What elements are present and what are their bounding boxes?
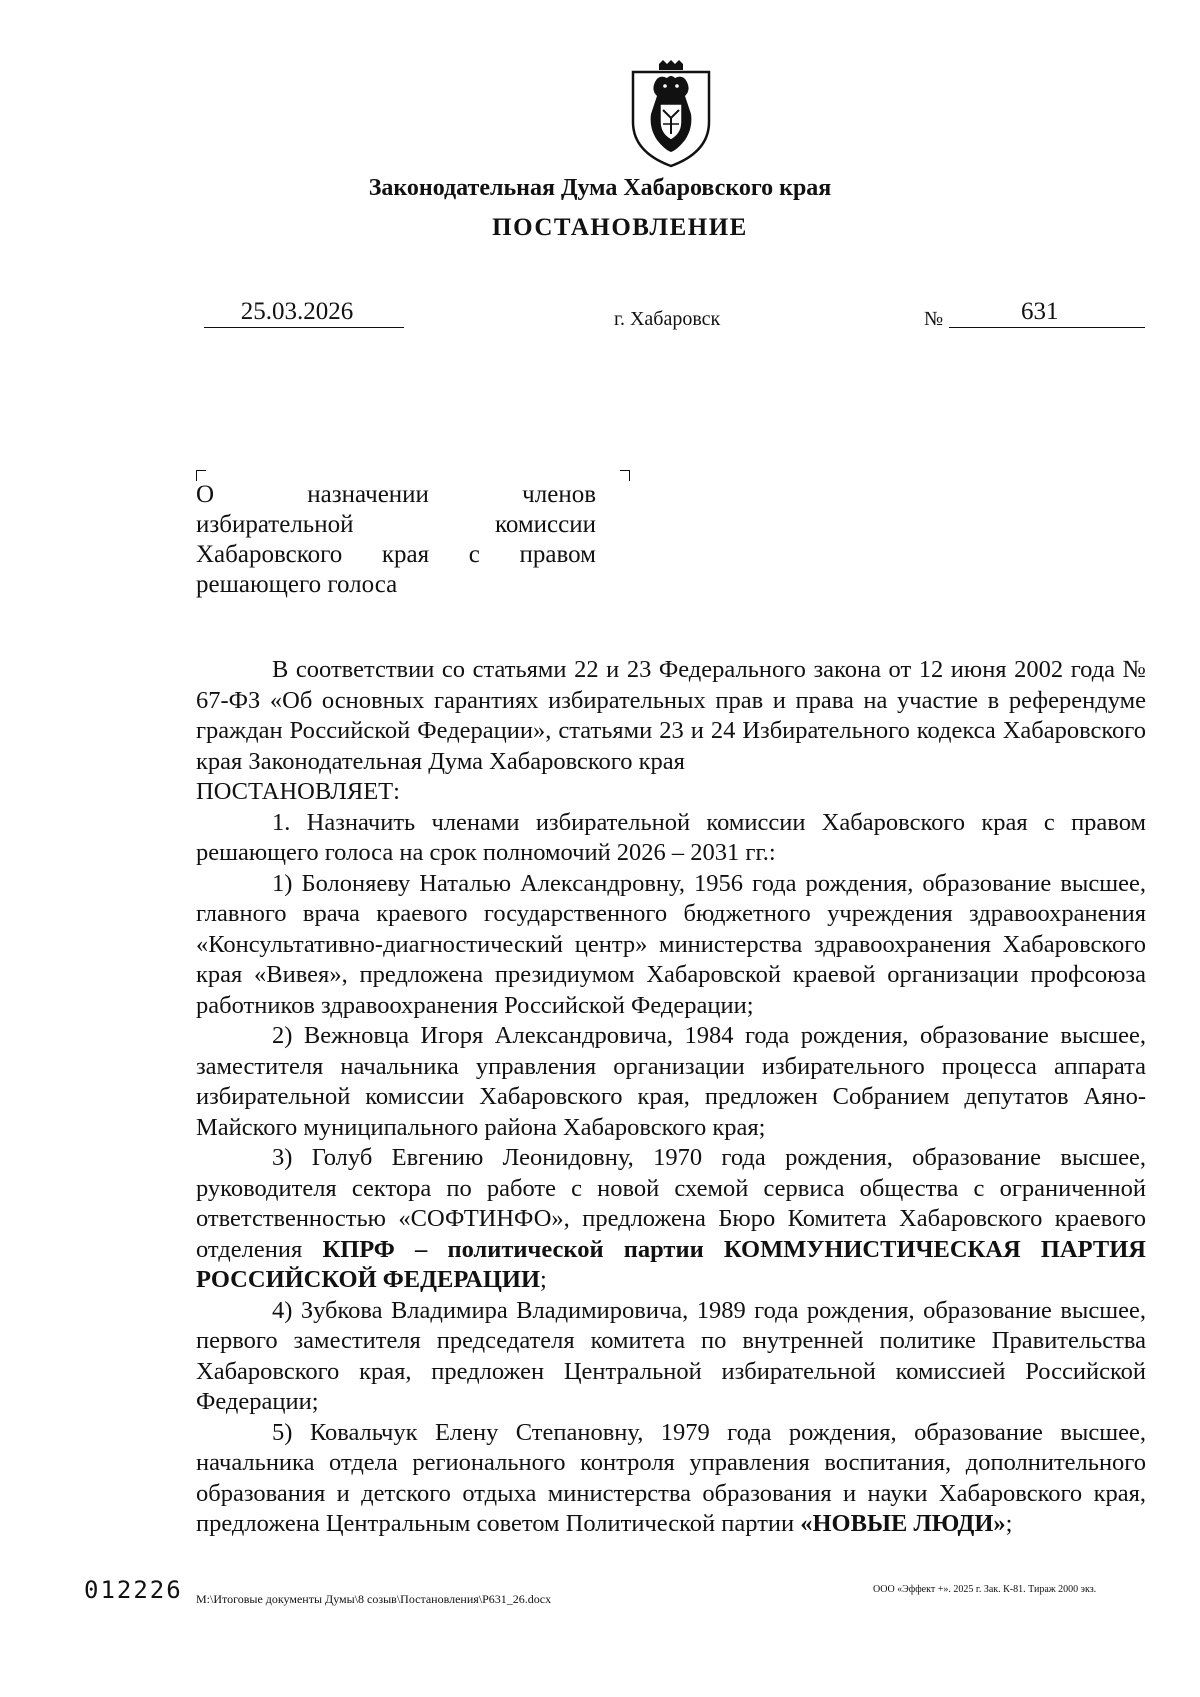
appointee-item-5: [196, 1418, 1146, 1540]
document-number-label: №: [924, 308, 944, 330]
document-type: ПОСТАНОВЛЕНИЕ: [492, 214, 748, 241]
appointee-item-5-text: 5) Ковальчук Елену Степановну, 1979 года рождения, образование высшее, начальника отдела регионального контроля управления воспитания, дополнительного образования и детского отдыха министерства образования и науки Хабаровского края, предложена Центральным советом Политической партии: [196, 1418, 1146, 1537]
document-date: 25.03.2026: [204, 297, 404, 328]
appointee-item-3-end: ;: [540, 1266, 547, 1293]
title-line-3: Хабаровского края с правом: [196, 541, 596, 568]
document-number: 631: [949, 297, 1145, 328]
footer-registration-code: 012226: [84, 1576, 183, 1604]
document-city: г. Хабаровск: [614, 308, 721, 330]
title-line-2: избирательной комиссии: [196, 511, 596, 538]
coat-of-arms-emblem: [629, 60, 713, 168]
title-line-1: О назначении членов: [196, 481, 596, 508]
appointee-item-1: 1) Болоняеву Наталью Александровну, 1956 года рождения, образование высшее, главного врача краевого государственного бюджетного учреждения здравоохранения «Консультативно-диагностический центр» министерства здравоохранения Хабаровского края «Вивея», предложена президиумом Хабаровской краевой организации профсоюза работников здравоохранения Российской Федерации;: [196, 869, 1146, 1019]
appointee-item-3-party: КПРФ – политической партии КОММУНИСТИЧЕСКАЯ ПАРТИЯ РОССИЙСКОЙ ФЕДЕРАЦИИ: [196, 1235, 1146, 1293]
organization-name: Законодательная Дума Хабаровского края: [368, 175, 832, 201]
clause-1-paragraph: 1. Назначить членами избирательной комиссии Хабаровского края с правом решающего голоса на срок полномочий 2026 – 2031 гг.:: [196, 808, 1146, 866]
appointee-item-2: 2) Вежновца Игоря Александровича, 1984 года рождения, образование высшее, заместителя начальника управления организации избирательного процесса аппарата избирательной комиссии Хабаровского края, предложен Собранием депутатов Аяно-Майского муниципального района Хабаровского края;: [196, 1022, 1146, 1141]
title-bracket-right: [620, 470, 630, 481]
appointee-item-5-party: «НОВЫЕ ЛЮДИ»: [800, 1510, 1006, 1537]
resolves-paragraph: ПОСТАНОВЛЯЕТ:: [196, 778, 400, 805]
footer-file-path: M:\Итоговые документы Думы\8 созыв\Постановления\Р631_26.docx: [196, 1592, 552, 1606]
footer-printer-info: ООО «Эффект +». 2025 г. Зак. К-81. Тираж 2000 экз.: [873, 1584, 1097, 1595]
preamble-paragraph: В соответствии со статьями 22 и 23 Федерального закона от 12 июня 2002 года № 67-ФЗ «Об основных гарантиях избирательных прав и права на участие в референдуме граждан Российской Федерации», статьями 23 и 24 Избирательного кодекса Хабаровского края Законодательная Дума Хабаровского края: [196, 656, 1146, 775]
document-title: [196, 480, 596, 600]
document-body: [196, 655, 1146, 1540]
appointee-item-3: [196, 1143, 1146, 1296]
appointee-item-4: 4) Зубкова Владимира Владимировича, 1989 года рождения, образование высшее, первого заместителя председателя комитета по внутренней политике Правительства Хабаровского края, предложен Центральной избирательной комиссией Российской Федерации;: [196, 1296, 1146, 1415]
title-line-4: решающего голоса: [196, 571, 398, 598]
appointee-item-3-text: 3) Голуб Евгению Леонидовну, 1970 года рождения, образование высшее, руководителя сектора по работе с новой схемой сервиса общества с ограниченной ответственностью «СОФТИНФО», предложена Бюро Комитета Хабаровского краевого отделения: [196, 1144, 1146, 1263]
appointee-item-5-end: ;: [1005, 1510, 1013, 1537]
